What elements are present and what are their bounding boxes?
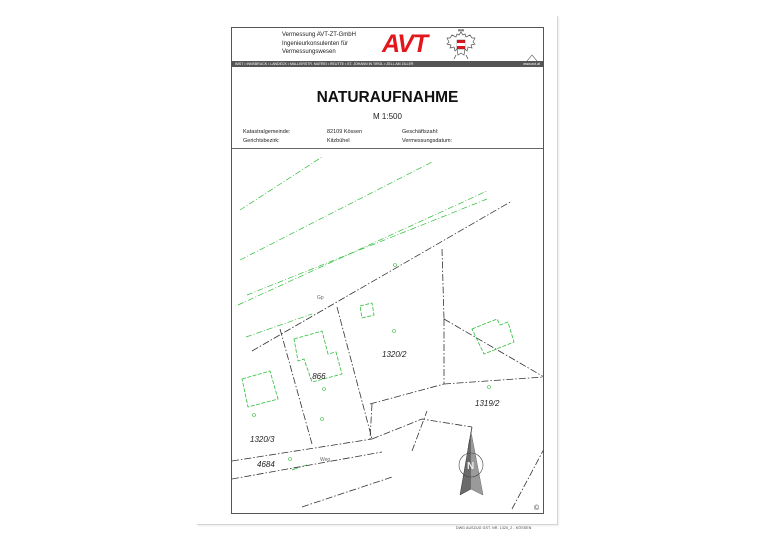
parcel-label: .866	[310, 372, 326, 381]
parcel-label: 1319/2	[475, 399, 500, 408]
geschaeftszahl-label: Geschäftszahl:	[402, 129, 439, 135]
company-name-line: Ingenieurkonsulenten für	[282, 40, 349, 47]
plan-text	[250, 350, 500, 469]
parcel-label: 1320/2	[382, 350, 407, 359]
office-address-bar	[232, 61, 543, 67]
parcel-boundary	[337, 307, 372, 439]
scale-label: M 1:500	[373, 112, 402, 121]
parcel-boundary	[412, 411, 427, 451]
gerichtsbezirk-value: Kitzbühel	[327, 138, 350, 144]
vermessungsdatum-label: Vermessungsdatum:	[402, 138, 453, 144]
office-locations: IMST • INNSBRUCK • LANDECK • MALLEIRSTR. MATREI • REUTTE • ST. JOHANN IN TIROL • ZELL AM ZILLER	[235, 62, 414, 66]
document-title: NATURAUFNAHME	[316, 89, 459, 106]
north-letter: N	[467, 461, 475, 472]
document-page	[197, 16, 558, 530]
parcel-boundary	[444, 319, 543, 377]
area-label: Gp	[317, 295, 324, 301]
green-line	[247, 199, 487, 295]
katastralgemeinde-label: Katastralgemeinde:	[243, 129, 291, 135]
building-outline	[360, 303, 374, 318]
austrian-eagle-emblem-icon	[444, 29, 478, 61]
green-line	[240, 162, 432, 260]
company-name-block	[282, 31, 356, 57]
company-name-line: Vermessung AVT-ZT-GmbH	[282, 32, 356, 38]
green-line	[238, 191, 487, 305]
parcel-boundary	[442, 249, 444, 319]
parcel-boundary	[512, 449, 543, 509]
katastralgemeinde-value: 82109 Kössen	[327, 129, 363, 135]
parcel-boundary	[280, 329, 312, 444]
parcel-boundary	[444, 377, 543, 384]
green-line	[246, 314, 312, 337]
area-label: Weg	[320, 457, 331, 463]
parcel-boundary	[372, 419, 472, 439]
parcel-boundary	[370, 384, 444, 404]
gerichtsbezirk-label: Gerichtsbezirk:	[243, 138, 280, 144]
website-text: www.avt.at	[523, 62, 540, 66]
vegetation-markers	[253, 264, 491, 461]
building-outlines	[242, 303, 514, 407]
company-name-line: Vermessungswesen	[282, 49, 336, 56]
north-arrow-icon	[459, 432, 483, 495]
avt-logo: AVT	[382, 30, 428, 58]
cadastral-plan	[232, 149, 543, 513]
parcel-label: 4684	[257, 460, 275, 469]
building-outline	[242, 371, 278, 407]
building-outline	[472, 319, 514, 354]
green-line	[240, 157, 322, 210]
parcel-label: 1320/3	[250, 435, 275, 444]
plan-sheet	[231, 27, 544, 514]
copyright-mark: ©	[534, 505, 540, 512]
parcel-boundary	[232, 452, 382, 479]
parcel-boundary	[302, 477, 392, 507]
footer-note: DWG AUSZUG GST. NR. 1320_2 - KÖSSEN	[456, 526, 532, 530]
